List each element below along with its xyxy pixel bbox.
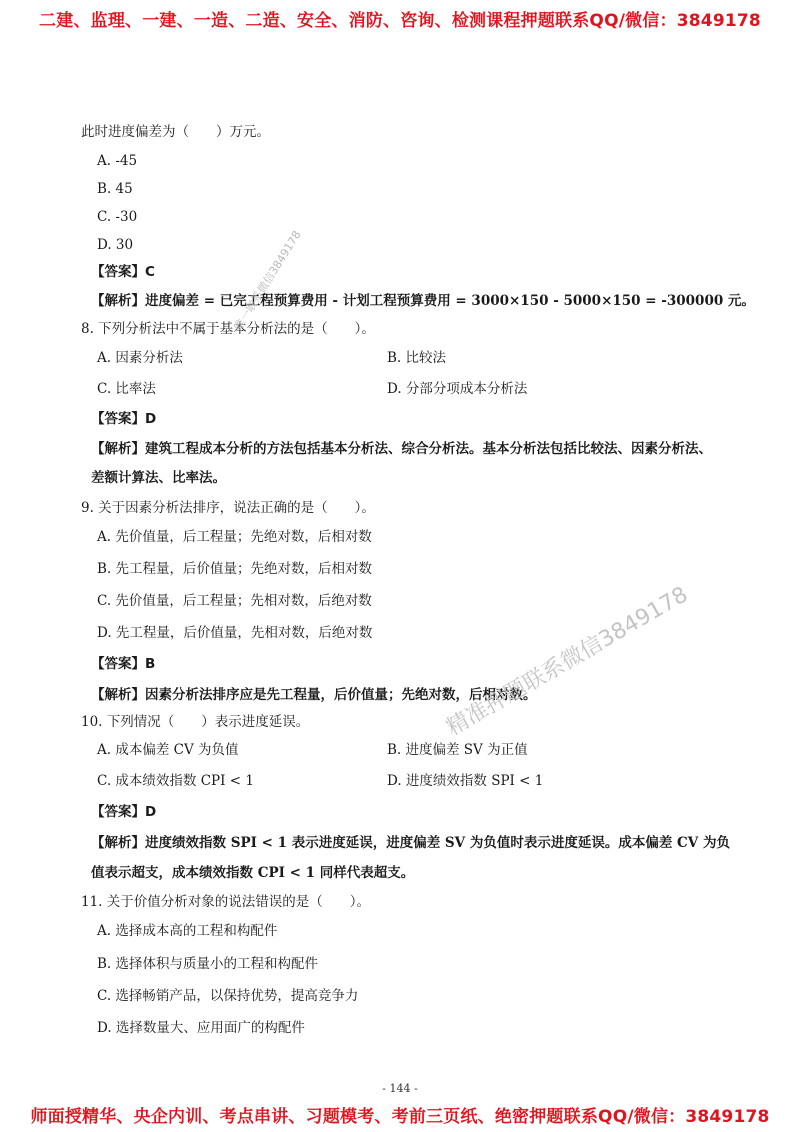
q8-option-a: A. 因素分析法: [97, 350, 183, 366]
q7-option-a: A. -45: [97, 153, 138, 169]
q8-option-c: C. 比率法: [97, 381, 156, 397]
q10-option-c: C. 成本绩效指数 CPI < 1: [97, 773, 254, 789]
q7-option-c: C. -30: [97, 209, 138, 225]
q9-option-c: C. 先价值量，后工程量；先相对数，后绝对数: [97, 593, 372, 609]
header-banner: 二建、监理、一建、一造、二造、安全、消防、咨询、检测课程押题联系QQ/微信：3849178: [39, 11, 761, 31]
watermark-small: 唯一联系微信3849178: [231, 228, 304, 333]
q10-stem: 10. 下列情况（ ）表示进度延误。: [81, 714, 310, 730]
q7-option-d: D. 30: [97, 237, 134, 253]
q9-option-d: D. 先工程量，后价值量，先相对数，后绝对数: [97, 625, 373, 641]
q10-analysis-line-2: 值表示超支，成本绩效指数 CPI < 1 同样代表超支。: [91, 865, 415, 881]
q9-option-b: B. 先工程量，后价值量；先绝对数，后相对数: [97, 561, 373, 577]
watermark-large: 精准押题联系微信3849178: [442, 582, 693, 741]
q8-option-d: D. 分部分项成本分析法: [387, 381, 528, 397]
q8-option-b: B. 比较法: [387, 350, 447, 366]
q11-option-c: C. 选择畅销产品，以保持优势，提高竞争力: [97, 988, 359, 1004]
q10-option-a: A. 成本偏差 CV 为负值: [97, 742, 239, 758]
q9-stem: 9. 关于因素分析法排序，说法正确的是（ ）。: [81, 500, 375, 516]
q10-option-d: D. 进度绩效指数 SPI < 1: [387, 773, 544, 789]
q9-answer: 【答案】B: [91, 656, 156, 672]
q8-analysis-line-1: 【解析】建筑工程成本分析的方法包括基本分析法、综合分析法。基本分析法包括比较法、因素分析法、: [91, 441, 712, 457]
q10-analysis-line-1: 【解析】进度绩效指数 SPI < 1 表示进度延误，进度偏差 SV 为负值时表示进度延误。成本偏差 CV 为负: [91, 835, 730, 851]
q11-option-a: A. 选择成本高的工程和构配件: [97, 923, 278, 939]
q7-answer: 【答案】C: [91, 264, 155, 280]
page-number: - 144 -: [382, 1082, 418, 1095]
q11-option-b: B. 选择体积与质量小的工程和构配件: [97, 956, 319, 972]
q7-stem: 此时进度偏差为（ ）万元。: [81, 124, 270, 140]
q8-analysis-line-2: 差额计算法、比率法。: [91, 470, 226, 486]
q11-stem: 11. 关于价值分析对象的说法错误的是（ ）。: [81, 894, 371, 910]
q8-stem: 8. 下列分析法中不属于基本分析法的是（ ）。: [81, 321, 375, 337]
q10-answer: 【答案】D: [91, 804, 157, 820]
q7-option-b: B. 45: [97, 181, 133, 197]
q9-analysis: 【解析】因素分析法排序应是先工程量，后价值量；先绝对数，后相对数。: [91, 687, 537, 703]
q9-option-a: A. 先价值量，后工程量；先绝对数，后相对数: [97, 529, 372, 545]
q8-answer: 【答案】D: [91, 411, 157, 427]
q10-option-b: B. 进度偏差 SV 为正值: [387, 742, 528, 758]
q11-option-d: D. 选择数量大、应用面广的构配件: [97, 1020, 305, 1036]
q7-analysis: 【解析】进度偏差 = 已完工程预算费用 - 计划工程预算费用 = 3000×150 - 5000×150 = -300000 元。: [91, 293, 755, 309]
footer-banner: 师面授精华、央企内训、考点串讲、习题模考、考前三页纸、绝密押题联系QQ/微信：3849178: [30, 1107, 770, 1127]
